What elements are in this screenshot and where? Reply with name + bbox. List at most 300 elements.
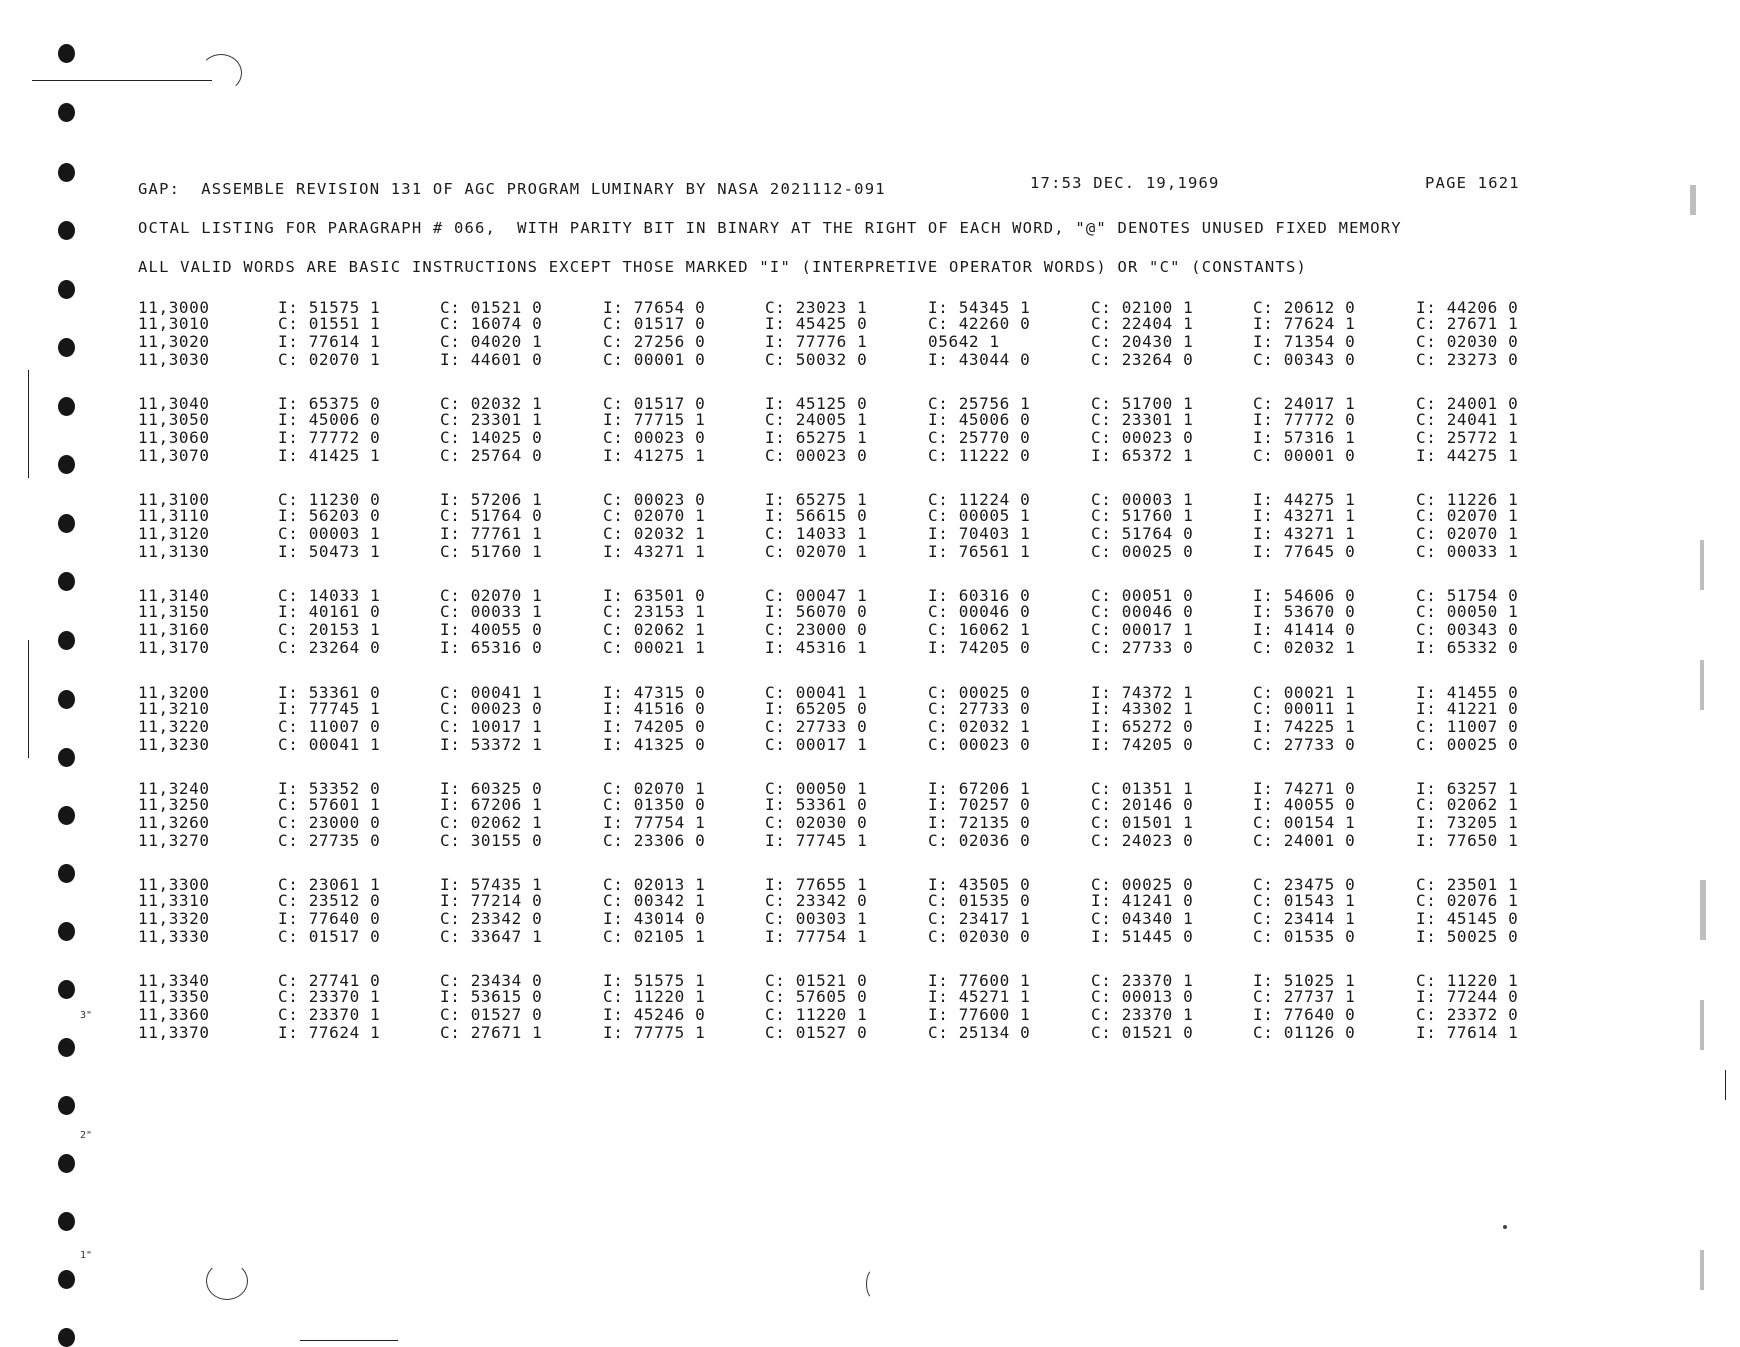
octal-word: I: 40055 0: [440, 620, 543, 639]
octal-word: C: 51760 1: [1091, 506, 1194, 525]
octal-word: I: 54345 1: [928, 298, 1031, 317]
address-label: 11,3350: [138, 987, 210, 1006]
octal-word: C: 23414 1: [1253, 909, 1356, 928]
octal-word: C: 20153 1: [278, 620, 381, 639]
octal-word: C: 00011 1: [1253, 699, 1356, 718]
octal-word: I: 77776 1: [765, 332, 868, 351]
octal-word: C: 23264 0: [278, 638, 381, 657]
octal-word: C: 00003 1: [278, 524, 381, 543]
octal-word: I: 57435 1: [440, 875, 543, 894]
octal-word: C: 25772 1: [1416, 428, 1519, 447]
address-label: 11,3300: [138, 875, 210, 894]
octal-word: I: 74205 0: [928, 638, 1031, 657]
address-label: 11,3330: [138, 927, 210, 946]
octal-word: I: 41221 0: [1416, 699, 1519, 718]
octal-word: I: 77640 0: [278, 909, 381, 928]
octal-word: I: 44275 1: [1253, 490, 1356, 509]
scan-artifact-arc: [200, 54, 242, 92]
octal-word: C: 51700 1: [1091, 394, 1194, 413]
margin-ruler-mark: 2": [80, 1130, 93, 1141]
octal-word: C: 25756 1: [928, 394, 1031, 413]
address-label: 11,3310: [138, 891, 210, 910]
octal-word: I: 67206 1: [440, 795, 543, 814]
address-label: 11,3070: [138, 446, 210, 465]
octal-word: C: 27733 0: [1253, 735, 1356, 754]
address-label: 11,3150: [138, 602, 210, 621]
octal-word: C: 02030 0: [765, 813, 868, 832]
octal-word: I: 53615 0: [440, 987, 543, 1006]
octal-word: I: 77745 1: [765, 831, 868, 850]
octal-word: C: 27733 0: [1091, 638, 1194, 657]
octal-word: I: 72135 0: [928, 813, 1031, 832]
header-line-2: OCTAL LISTING FOR PARAGRAPH # 066, WITH PARITY BIT IN BINARY AT THE RIGHT OF EACH WORD, "@" DENOTES UNUSED FIXED MEMORY: [138, 219, 1402, 237]
octal-word: C: 00021 1: [603, 638, 706, 657]
octal-word: C: 11220 1: [603, 987, 706, 1006]
octal-word: C: 01501 1: [1091, 813, 1194, 832]
octal-word: C: 02032 1: [440, 394, 543, 413]
octal-word: I: 71354 0: [1253, 332, 1356, 351]
octal-word: C: 23153 1: [603, 602, 706, 621]
address-label: 11,3100: [138, 490, 210, 509]
octal-word: C: 51764 0: [1091, 524, 1194, 543]
octal-word: C: 02070 1: [603, 779, 706, 798]
octal-word: I: 77754 1: [603, 813, 706, 832]
feed-hole: [58, 103, 75, 122]
feed-hole: [58, 1212, 75, 1231]
octal-word: C: 02013 1: [603, 875, 706, 894]
octal-word: C: 00050 1: [1416, 602, 1519, 621]
octal-word: C: 27741 0: [278, 971, 381, 990]
feed-hole: [58, 922, 75, 941]
octal-word: C: 23301 1: [1091, 410, 1194, 429]
octal-word: I: 67206 1: [928, 779, 1031, 798]
octal-word: C: 02032 1: [1253, 638, 1356, 657]
octal-word: I: 53361 0: [765, 795, 868, 814]
feed-hole: [58, 455, 75, 474]
octal-word: C: 23061 1: [278, 875, 381, 894]
octal-word: I: 65372 1: [1091, 446, 1194, 465]
octal-word: C: 02030 0: [928, 927, 1031, 946]
octal-word: I: 53361 0: [278, 683, 381, 702]
octal-word: I: 40055 0: [1253, 795, 1356, 814]
octal-word: C: 25764 0: [440, 446, 543, 465]
octal-word: C: 11224 0: [928, 490, 1031, 509]
octal-word: I: 43505 0: [928, 875, 1031, 894]
feed-hole: [58, 280, 75, 299]
octal-word: I: 51445 0: [1091, 927, 1194, 946]
octal-word: C: 23501 1: [1416, 875, 1519, 894]
octal-word: C: 00017 1: [1091, 620, 1194, 639]
octal-word: I: 77645 0: [1253, 542, 1356, 561]
octal-word: C: 00046 0: [928, 602, 1031, 621]
octal-word: C: 00003 1: [1091, 490, 1194, 509]
octal-word: I: 56070 0: [765, 602, 868, 621]
octal-word: I: 45425 0: [765, 314, 868, 333]
octal-word: I: 54606 0: [1253, 586, 1356, 605]
octal-word: C: 01351 1: [1091, 779, 1194, 798]
octal-word: I: 45006 0: [278, 410, 381, 429]
octal-word: C: 23370 1: [278, 987, 381, 1006]
octal-word: C: 00023 0: [603, 490, 706, 509]
octal-word: I: 65272 0: [1091, 717, 1194, 736]
octal-word: C: 22404 1: [1091, 314, 1194, 333]
octal-word: C: 23512 0: [278, 891, 381, 910]
scan-artifact-speck: [1700, 540, 1704, 590]
octal-word: C: 01517 0: [278, 927, 381, 946]
octal-word: C: 24005 1: [765, 410, 868, 429]
feed-hole: [58, 631, 75, 650]
feed-hole: [58, 806, 75, 825]
octal-word: I: 77775 1: [603, 1023, 706, 1042]
octal-word: C: 24001 0: [1416, 394, 1519, 413]
octal-word: C: 23023 1: [765, 298, 868, 317]
header-page-number: PAGE 1621: [1425, 174, 1520, 192]
octal-word: C: 23434 0: [440, 971, 543, 990]
feed-hole: [58, 514, 75, 533]
octal-word: I: 53352 0: [278, 779, 381, 798]
octal-word: I: 53372 1: [440, 735, 543, 754]
octal-word: C: 00025 0: [1091, 875, 1194, 894]
octal-word: C: 02036 0: [928, 831, 1031, 850]
octal-word: I: 65332 0: [1416, 638, 1519, 657]
octal-word: C: 11222 0: [928, 446, 1031, 465]
octal-word: C: 02062 1: [603, 620, 706, 639]
address-label: 11,3340: [138, 971, 210, 990]
octal-word: C: 00342 1: [603, 891, 706, 910]
octal-word: I: 43271 1: [603, 542, 706, 561]
octal-word: C: 27733 0: [928, 699, 1031, 718]
octal-word: C: 24041 1: [1416, 410, 1519, 429]
octal-word: C: 23370 1: [1091, 971, 1194, 990]
octal-word: C: 11220 1: [765, 1005, 868, 1024]
octal-word: C: 42260 0: [928, 314, 1031, 333]
scan-artifact-speck: [1700, 1250, 1704, 1290]
octal-word: I: 41455 0: [1416, 683, 1519, 702]
scan-artifact-line: [28, 370, 29, 478]
octal-word: I: 41275 1: [603, 446, 706, 465]
octal-word: C: 23301 1: [440, 410, 543, 429]
octal-word: C: 27733 0: [765, 717, 868, 736]
address-label: 11,3010: [138, 314, 210, 333]
octal-word: C: 50032 0: [765, 350, 868, 369]
octal-word: C: 02032 1: [928, 717, 1031, 736]
octal-word: C: 02032 1: [603, 524, 706, 543]
octal-word: C: 23000 0: [765, 620, 868, 639]
octal-word: I: 77654 0: [603, 298, 706, 317]
octal-word: I: 45246 0: [603, 1005, 706, 1024]
octal-word: C: 02070 1: [440, 586, 543, 605]
octal-word: I: 45316 1: [765, 638, 868, 657]
octal-word: I: 57316 1: [1253, 428, 1356, 447]
octal-word: I: 74205 0: [1091, 735, 1194, 754]
address-label: 11,3270: [138, 831, 210, 850]
octal-word: C: 11220 1: [1416, 971, 1519, 990]
scan-artifact-speck: [1503, 1225, 1507, 1229]
octal-word: C: 00343 0: [1416, 620, 1519, 639]
feed-hole: [58, 163, 75, 182]
octal-word: C: 23000 0: [278, 813, 381, 832]
octal-word: C: 27256 0: [603, 332, 706, 351]
octal-word: I: 47315 0: [603, 683, 706, 702]
address-label: 11,3140: [138, 586, 210, 605]
scan-artifact-speck: [1700, 1000, 1704, 1050]
octal-word: I: 65316 0: [440, 638, 543, 657]
octal-word: I: 77754 1: [765, 927, 868, 946]
octal-word: I: 65275 1: [765, 490, 868, 509]
octal-word: I: 51575 1: [603, 971, 706, 990]
octal-word: C: 23417 1: [928, 909, 1031, 928]
octal-word: I: 77624 1: [1253, 314, 1356, 333]
address-label: 11,3170: [138, 638, 210, 657]
octal-word: I: 50025 0: [1416, 927, 1519, 946]
octal-word: C: 20612 0: [1253, 298, 1356, 317]
octal-word: C: 02076 1: [1416, 891, 1519, 910]
octal-word: C: 16074 0: [440, 314, 543, 333]
octal-word: C: 01517 0: [603, 394, 706, 413]
octal-word: C: 00154 1: [1253, 813, 1356, 832]
address-label: 11,3020: [138, 332, 210, 351]
octal-word: I: 77640 0: [1253, 1005, 1356, 1024]
address-label: 11,3120: [138, 524, 210, 543]
octal-word: C: 14033 1: [278, 586, 381, 605]
octal-word: C: 00021 1: [1253, 683, 1356, 702]
feed-hole: [58, 338, 75, 357]
octal-word: I: 76561 1: [928, 542, 1031, 561]
octal-word: C: 27735 0: [278, 831, 381, 850]
address-label: 11,3060: [138, 428, 210, 447]
octal-word: I: 41516 0: [603, 699, 706, 718]
feed-hole: [58, 1038, 75, 1057]
octal-word: I: 57206 1: [440, 490, 543, 509]
address-label: 11,3130: [138, 542, 210, 561]
octal-word: C: 02070 1: [1416, 524, 1519, 543]
octal-word: C: 00023 0: [603, 428, 706, 447]
octal-word: I: 45125 0: [765, 394, 868, 413]
octal-word: I: 40161 0: [278, 602, 381, 621]
octal-word: I: 65275 1: [765, 428, 868, 447]
octal-word: I: 44206 0: [1416, 298, 1519, 317]
octal-word: I: 43044 0: [928, 350, 1031, 369]
octal-word: I: 77624 1: [278, 1023, 381, 1042]
octal-word: I: 43271 1: [1253, 524, 1356, 543]
octal-word: I: 77650 1: [1416, 831, 1519, 850]
octal-word: C: 11007 0: [1416, 717, 1519, 736]
octal-word: C: 01521 0: [440, 298, 543, 317]
octal-word: C: 30155 0: [440, 831, 543, 850]
octal-word: C: 00017 1: [765, 735, 868, 754]
octal-word: C: 10017 1: [440, 717, 543, 736]
octal-word: I: 77655 1: [765, 875, 868, 894]
margin-ruler-mark: 1": [80, 1250, 93, 1261]
octal-word: C: 00025 0: [1416, 735, 1519, 754]
octal-word: I: 63501 0: [603, 586, 706, 605]
address-label: 11,3210: [138, 699, 210, 718]
feed-hole: [58, 397, 75, 416]
octal-word: I: 77600 1: [928, 971, 1031, 990]
octal-word: C: 00001 0: [603, 350, 706, 369]
octal-word: C: 00025 0: [1091, 542, 1194, 561]
octal-word: C: 57601 1: [278, 795, 381, 814]
address-label: 11,3240: [138, 779, 210, 798]
octal-word: I: 74372 1: [1091, 683, 1194, 702]
octal-word: I: 77745 1: [278, 699, 381, 718]
scan-artifact-arc: [206, 1262, 248, 1300]
octal-word: C: 00041 1: [765, 683, 868, 702]
octal-word: I: 77715 1: [603, 410, 706, 429]
octal-word: C: 23273 0: [1416, 350, 1519, 369]
octal-word: I: 43271 1: [1253, 506, 1356, 525]
octal-word: I: 41325 0: [603, 735, 706, 754]
octal-word: I: 74271 0: [1253, 779, 1356, 798]
feed-hole: [58, 572, 75, 591]
octal-word: I: 65375 0: [278, 394, 381, 413]
octal-word: I: 74205 0: [603, 717, 706, 736]
address-label: 11,3230: [138, 735, 210, 754]
octal-word: C: 57605 0: [765, 987, 868, 1006]
octal-word: C: 51764 0: [440, 506, 543, 525]
header-line-1: GAP: ASSEMBLE REVISION 131 OF AGC PROGRAM LUMINARY BY NASA 2021112-091: [138, 180, 886, 198]
octal-word: I: 77772 0: [278, 428, 381, 447]
octal-word: C: 00343 0: [1253, 350, 1356, 369]
octal-word: C: 24017 1: [1253, 394, 1356, 413]
octal-word: I: 77600 1: [928, 1005, 1031, 1024]
octal-word: 05642 1: [928, 332, 1000, 351]
octal-word: C: 00001 0: [1253, 446, 1356, 465]
octal-word: I: 44601 0: [440, 350, 543, 369]
octal-word: C: 00051 0: [1091, 586, 1194, 605]
octal-word: I: 56615 0: [765, 506, 868, 525]
octal-word: I: 43014 0: [603, 909, 706, 928]
octal-word: C: 51754 0: [1416, 586, 1519, 605]
octal-word: I: 43302 1: [1091, 699, 1194, 718]
octal-word: I: 65205 0: [765, 699, 868, 718]
octal-word: C: 01521 0: [765, 971, 868, 990]
scan-artifact-speck: [1690, 185, 1696, 215]
octal-word: I: 77614 1: [278, 332, 381, 351]
octal-word: I: 45006 0: [928, 410, 1031, 429]
octal-word: C: 11230 0: [278, 490, 381, 509]
octal-word: C: 23370 1: [278, 1005, 381, 1024]
octal-word: C: 24023 0: [1091, 831, 1194, 850]
octal-word: C: 00041 1: [440, 683, 543, 702]
octal-word: C: 23264 0: [1091, 350, 1194, 369]
octal-word: C: 24001 0: [1253, 831, 1356, 850]
octal-word: C: 01517 0: [603, 314, 706, 333]
octal-word: C: 16062 1: [928, 620, 1031, 639]
octal-word: I: 74225 1: [1253, 717, 1356, 736]
feed-hole: [58, 44, 75, 63]
octal-word: C: 00033 1: [1416, 542, 1519, 561]
feed-hole: [58, 748, 75, 767]
octal-word: I: 44275 1: [1416, 446, 1519, 465]
octal-word: C: 14025 0: [440, 428, 543, 447]
octal-word: C: 11007 0: [278, 717, 381, 736]
header-timestamp: 17:53 DEC. 19,1969: [1030, 174, 1220, 192]
address-label: 11,3000: [138, 298, 210, 317]
tractor-feed-holes: [58, 0, 88, 1346]
address-label: 11,3360: [138, 1005, 210, 1024]
octal-word: I: 70257 0: [928, 795, 1031, 814]
address-label: 11,3160: [138, 620, 210, 639]
octal-word: C: 02062 1: [1416, 795, 1519, 814]
octal-word: I: 63257 1: [1416, 779, 1519, 798]
octal-word: C: 00047 1: [765, 586, 868, 605]
octal-word: I: 77214 0: [440, 891, 543, 910]
octal-word: I: 45145 0: [1416, 909, 1519, 928]
octal-word: C: 01527 0: [440, 1005, 543, 1024]
octal-word: C: 00013 0: [1091, 987, 1194, 1006]
octal-word: C: 02070 1: [1416, 506, 1519, 525]
address-label: 11,3370: [138, 1023, 210, 1042]
address-label: 11,3260: [138, 813, 210, 832]
octal-word: C: 01350 0: [603, 795, 706, 814]
feed-hole: [58, 1270, 75, 1289]
octal-word: C: 23372 0: [1416, 1005, 1519, 1024]
feed-hole: [58, 1096, 75, 1115]
octal-word: C: 01551 1: [278, 314, 381, 333]
feed-hole: [58, 1154, 75, 1173]
octal-word: C: 23370 1: [1091, 1005, 1194, 1024]
address-label: 11,3320: [138, 909, 210, 928]
margin-ruler-mark: 3": [80, 1010, 93, 1021]
feed-hole: [58, 1328, 75, 1347]
octal-word: C: 11226 1: [1416, 490, 1519, 509]
octal-word: C: 02105 1: [603, 927, 706, 946]
octal-word: C: 20430 1: [1091, 332, 1194, 351]
octal-word: I: 53670 0: [1253, 602, 1356, 621]
scan-artifact-speck: [1700, 880, 1706, 940]
octal-word: C: 01527 0: [765, 1023, 868, 1042]
octal-word: C: 27671 1: [1416, 314, 1519, 333]
octal-word: C: 00005 1: [928, 506, 1031, 525]
scan-artifact-speck: [1700, 660, 1704, 710]
octal-word: I: 77244 0: [1416, 987, 1519, 1006]
octal-word: I: 60325 0: [440, 779, 543, 798]
octal-word: I: 70403 1: [928, 524, 1031, 543]
octal-word: C: 23475 0: [1253, 875, 1356, 894]
octal-word: C: 00303 1: [765, 909, 868, 928]
octal-word: C: 00033 1: [440, 602, 543, 621]
octal-word: I: 60316 0: [928, 586, 1031, 605]
octal-word: C: 00025 0: [928, 683, 1031, 702]
header-line-3: ALL VALID WORDS ARE BASIC INSTRUCTIONS EXCEPT THOSE MARKED "I" (INTERPRETIVE OPERATOR WORDS) OR "C" (CONSTANTS): [138, 258, 1308, 276]
octal-word: I: 77614 1: [1416, 1023, 1519, 1042]
address-label: 11,3200: [138, 683, 210, 702]
octal-word: C: 01543 1: [1253, 891, 1356, 910]
octal-word: C: 00023 0: [1091, 428, 1194, 447]
address-label: 11,3030: [138, 350, 210, 369]
octal-word: I: 73205 1: [1416, 813, 1519, 832]
octal-word: C: 02062 1: [440, 813, 543, 832]
octal-word: I: 41425 1: [278, 446, 381, 465]
octal-word: C: 51760 1: [440, 542, 543, 561]
octal-word: C: 01126 0: [1253, 1023, 1356, 1042]
octal-word: I: 77761 1: [440, 524, 543, 543]
octal-word: C: 01535 0: [1253, 927, 1356, 946]
octal-word: C: 00023 0: [440, 699, 543, 718]
octal-word: I: 77772 0: [1253, 410, 1356, 429]
octal-word: C: 00041 1: [278, 735, 381, 754]
address-label: 11,3220: [138, 717, 210, 736]
octal-word: C: 00050 1: [765, 779, 868, 798]
address-label: 11,3250: [138, 795, 210, 814]
feed-hole: [58, 864, 75, 883]
octal-word: I: 41414 0: [1253, 620, 1356, 639]
octal-word: C: 33647 1: [440, 927, 543, 946]
octal-word: I: 45271 1: [928, 987, 1031, 1006]
octal-word: C: 23342 0: [765, 891, 868, 910]
octal-word: C: 25134 0: [928, 1023, 1031, 1042]
